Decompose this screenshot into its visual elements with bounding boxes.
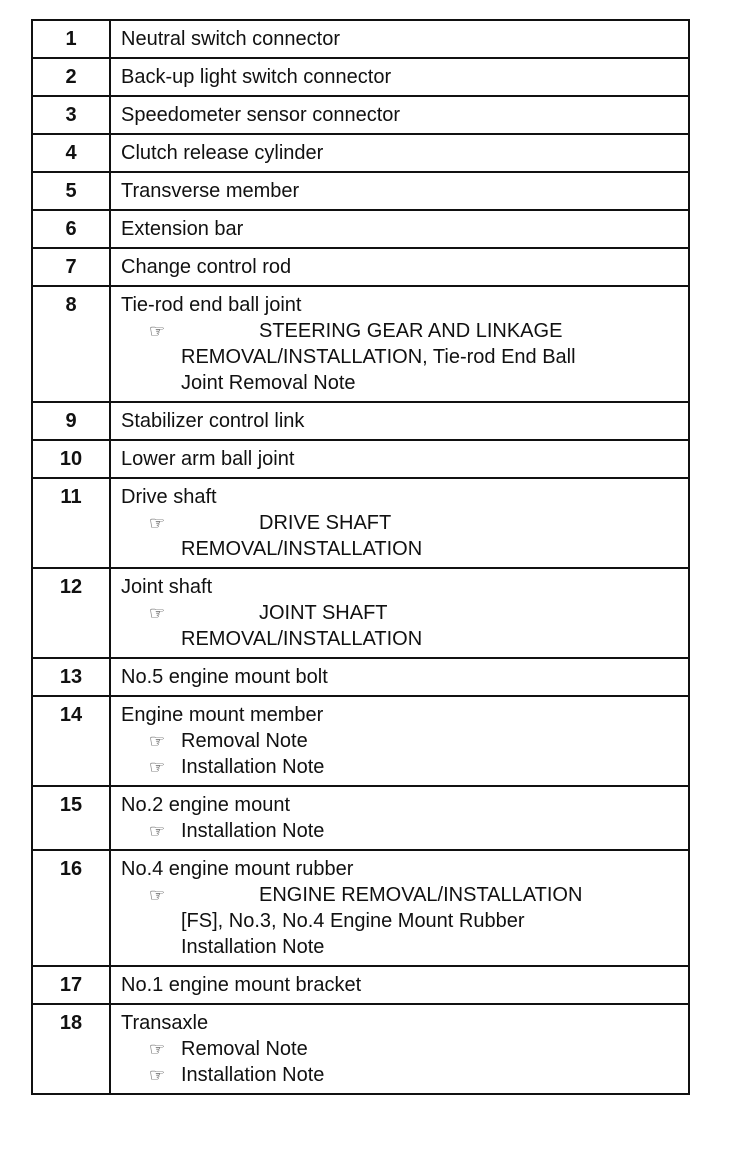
item-number: 10 (32, 440, 110, 478)
reference-line: REMOVAL/INSTALLATION (181, 628, 423, 650)
part-name: Neutral switch connector (121, 28, 340, 50)
pointing-hand-icon: ☞ (149, 731, 166, 751)
note-label: Installation Note (181, 820, 325, 842)
pointing-hand-icon: ☞ (149, 1065, 166, 1085)
pointing-hand-icon: ☞ (149, 1039, 166, 1059)
part-name: Engine mount member (121, 704, 324, 726)
table-row (32, 658, 689, 696)
table-row (32, 20, 689, 58)
table-row (32, 210, 689, 248)
item-number: 15 (32, 786, 110, 850)
item-description (110, 568, 689, 658)
item-description (110, 1004, 689, 1094)
item-number: 5 (32, 172, 110, 210)
reference-line: REMOVAL/INSTALLATION, Tie-rod End Ball (181, 346, 576, 368)
reference-text (181, 510, 422, 562)
part-name: Extension bar (121, 218, 244, 240)
item-number: 18 (32, 1004, 110, 1094)
part-name: Transverse member (121, 180, 300, 202)
reference-line: Joint Removal Note (181, 372, 356, 394)
table-row (32, 286, 689, 402)
reference-text (181, 882, 582, 960)
table-row (32, 966, 689, 1004)
item-description (110, 134, 689, 172)
table-row (32, 696, 689, 786)
parts-legend-table (31, 19, 690, 1095)
part-name: Lower arm ball joint (121, 448, 295, 470)
cross-reference (149, 510, 678, 562)
pointing-hand-icon: ☞ (149, 757, 166, 777)
item-number: 11 (32, 478, 110, 568)
part-name: Clutch release cylinder (121, 142, 324, 164)
reference-line: REMOVAL/INSTALLATION (181, 538, 423, 560)
table-row (32, 96, 689, 134)
note-reference (149, 818, 678, 844)
reference-title: JOINT SHAFT (259, 602, 388, 624)
reference-title: DRIVE SHAFT (259, 512, 392, 534)
item-number: 13 (32, 658, 110, 696)
reference-title: ENGINE REMOVAL/INSTALLATION (259, 884, 583, 906)
item-number: 14 (32, 696, 110, 786)
part-name: Transaxle (121, 1012, 209, 1034)
part-name: No.4 engine mount rubber (121, 858, 354, 880)
part-name: No.2 engine mount (121, 794, 291, 816)
table-row (32, 440, 689, 478)
reference-line: [FS], No.3, No.4 Engine Mount Rubber (181, 910, 525, 932)
reference-title: STEERING GEAR AND LINKAGE (259, 320, 563, 342)
note-reference (149, 754, 678, 780)
item-description (110, 286, 689, 402)
cross-reference (149, 882, 678, 960)
item-number: 12 (32, 568, 110, 658)
item-description (110, 696, 689, 786)
table-row (32, 402, 689, 440)
part-name: Back-up light switch connector (121, 66, 392, 88)
item-number: 7 (32, 248, 110, 286)
part-name: No.1 engine mount bracket (121, 974, 362, 996)
note-label: Installation Note (181, 1064, 325, 1086)
item-number: 6 (32, 210, 110, 248)
reference-text (181, 318, 576, 396)
reference-line: Installation Note (181, 936, 325, 958)
table-row (32, 786, 689, 850)
parts-legend-sheet (31, 19, 690, 1095)
pointing-hand-icon: ☞ (149, 513, 166, 533)
item-description (110, 172, 689, 210)
item-number: 8 (32, 286, 110, 402)
pointing-hand-icon: ☞ (149, 885, 166, 905)
reference-text (181, 600, 422, 652)
item-description (110, 440, 689, 478)
pointing-hand-icon: ☞ (149, 603, 166, 623)
item-number: 1 (32, 20, 110, 58)
part-name: Joint shaft (121, 576, 213, 598)
part-name: Change control rod (121, 256, 292, 278)
table-row (32, 58, 689, 96)
item-description (110, 786, 689, 850)
pointing-hand-icon: ☞ (149, 321, 166, 341)
item-number: 4 (32, 134, 110, 172)
item-description (110, 20, 689, 58)
item-number: 9 (32, 402, 110, 440)
note-label: Removal Note (181, 730, 308, 752)
part-name: Drive shaft (121, 486, 217, 508)
part-name: Stabilizer control link (121, 410, 305, 432)
table-row (32, 1004, 689, 1094)
table-row (32, 172, 689, 210)
item-number: 3 (32, 96, 110, 134)
item-description (110, 658, 689, 696)
note-reference (149, 1036, 678, 1062)
cross-reference (149, 600, 678, 652)
table-row (32, 478, 689, 568)
table-row (32, 568, 689, 658)
item-description (110, 210, 689, 248)
note-label: Removal Note (181, 1038, 308, 1060)
item-number: 16 (32, 850, 110, 966)
part-name: Tie-rod end ball joint (121, 294, 302, 316)
note-label: Installation Note (181, 756, 325, 778)
item-description (110, 96, 689, 134)
item-description (110, 966, 689, 1004)
cross-reference (149, 318, 678, 396)
item-number: 17 (32, 966, 110, 1004)
pointing-hand-icon: ☞ (149, 821, 166, 841)
table-row (32, 248, 689, 286)
part-name: No.5 engine mount bolt (121, 666, 328, 688)
note-reference (149, 1062, 678, 1088)
item-description (110, 402, 689, 440)
item-description (110, 58, 689, 96)
item-description (110, 248, 689, 286)
item-number: 2 (32, 58, 110, 96)
part-name: Speedometer sensor connector (121, 104, 401, 126)
item-description (110, 478, 689, 568)
note-reference (149, 728, 678, 754)
item-description (110, 850, 689, 966)
table-row (32, 850, 689, 966)
table-row (32, 134, 689, 172)
